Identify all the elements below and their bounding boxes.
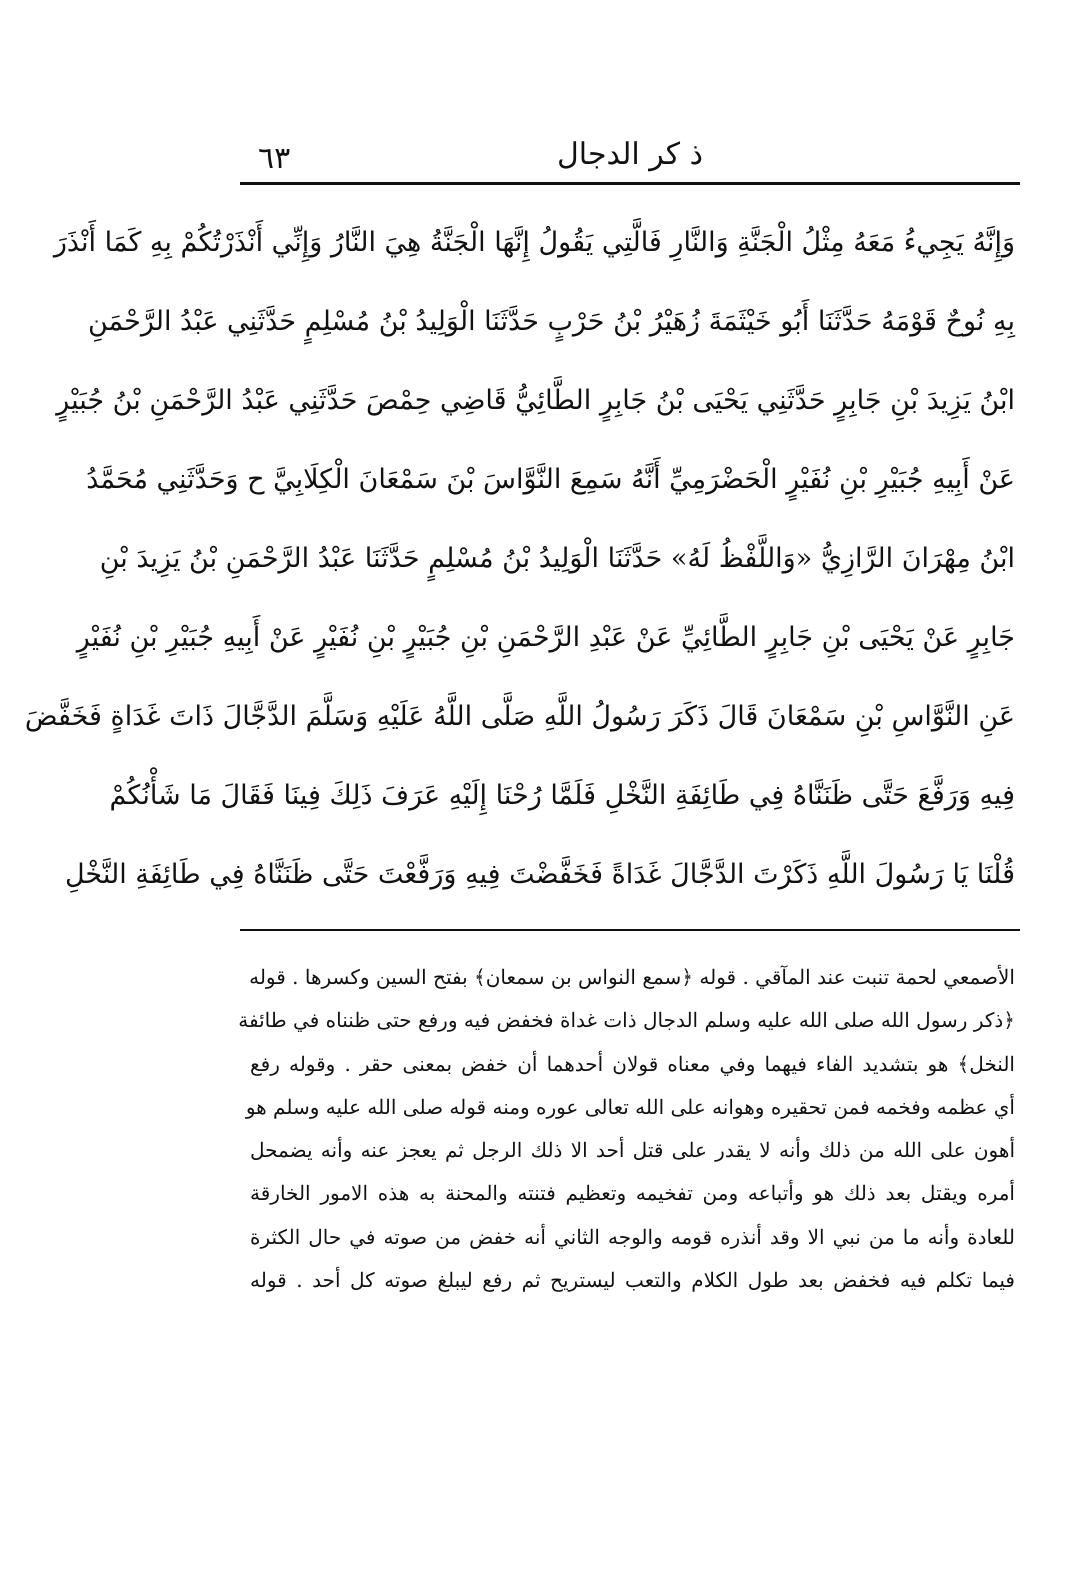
text-line: بِهِ نُوحٌ قَوْمَهُ حَدَّثَنَا أَبُو خَيْثَمَةَ زُهَيْرُ بْنُ حَرْبٍ حَدَّثَنَا الْوَلِيدُ بْنُ مُسْلِمٍ حَدَّثَنِي عَبْدُ الرَّحْمَنِ	[87, 306, 1015, 337]
note-line: للعادة وأنه ما من نبي الا وقد أنذره قومه والوجه الثاني أنه خفض من صوته في حال الكثرة	[250, 1224, 1015, 1249]
note-line: النخل﴾ هو بتشديد الفاء فيهما وفي معناه قولان أحدهما أن خفض بمعنى حقر . وقوله رفع	[250, 1051, 1015, 1076]
hadith-text	[24, 212, 1015, 923]
text-line: ابْنُ يَزِيدَ بْنِ جَابِرٍ حَدَّثَنِي يَحْيَى بْنُ جَابِرٍ الطَّائِيُّ قَاضِي حِمْصَ حَدَّثَنِي عَبْدُ الرَّحْمَنِ بْنُ جُبَيْرٍ	[56, 385, 1015, 416]
text-line: جَابِرٍ عَنْ يَحْيَى بْنِ جَابِرٍ الطَّائِيِّ عَنْ عَبْدِ الرَّحْمَنِ بْنِ جُبَيْرٍ بْنِ نُفَيْرٍ عَنْ أَبِيهِ جُبَيْرِ بْنِ نُفَيْرٍ	[76, 622, 1015, 653]
note-line: أمره ويقتل بعد ذلك هو وأتباعه ومن تفخيمه وتعظيم فتنته والمحنة به هذه الامور الخارقة	[250, 1181, 1015, 1206]
commentary-rule	[240, 929, 1020, 931]
header-rule	[240, 182, 1020, 185]
text-line: قُلْنَا يَا رَسُولَ اللَّهِ ذَكَرْتَ الدَّجَّالَ غَدَاةً فَخَفَّضْتَ فِيهِ وَرَفَّعْتَ حَتَّى ظَنَنَّاهُ فِي طَائِفَةِ النَّخْلِ	[64, 859, 1015, 890]
note-line: فيما تكلم فيه فخفض بعد طول الكلام والتعب ليستريح ثم رفع ليبلغ صوته كل أحد . قوله	[250, 1268, 1015, 1293]
note-line: أهون على الله من ذلك وأنه لا يقدر على قتل أحد الا ذلك الرجل ثم يعجز عنه وأنه يضمحل	[250, 1138, 1015, 1163]
text-line: ابْنُ مِهْرَانَ الرَّازِيُّ «وَاللَّفْظُ لَهُ» حَدَّثَنَا الْوَلِيدُ بْنُ مُسْلِمٍ حَدَّثَنَا عَبْدُ الرَّحْمَنِ بْنُ يَزِيدَ بْنِ	[99, 543, 1015, 574]
commentary-text	[238, 956, 1015, 1302]
running-title: ذ كر الدجال	[557, 137, 703, 172]
note-line: أي عظمه وفخمه فمن تحقيره وهوانه على الله تعالى عوره ومنه قوله صلى الله عليه وسلم هو	[245, 1094, 1015, 1119]
page-header	[240, 135, 1020, 183]
text-line: عَنْ أَبِيهِ جُبَيْرِ بْنِ نُفَيْرٍ الْحَضْرَمِيِّ أَنَّهُ سَمِعَ النَّوَّاسَ بْنَ سَمْعَانَ الْكِلَابِيَّ ح وَحَدَّثَنِي مُحَمَّدُ	[86, 464, 1015, 495]
note-line: ﴿ذكر رسول الله صلى الله عليه وسلم الدجال ذات غداة فخفض فيه ورفع حتى ظنناه في طائفة	[238, 1008, 1015, 1033]
text-line: وَإِنَّهُ يَجِيءُ مَعَهُ مِثْلُ الْجَنَّةِ وَالنَّارِ فَالَّتِي يَقُولُ إِنَّهَا الْجَنَّةُ هِيَ النَّارُ وَإِنِّي أَنْذَرْتُكُمْ بِهِ كَمَا أَنْذَرَ	[53, 227, 1015, 258]
note-line: الأصمعي لحمة تنبت عند المآقي . قوله ﴿سمع النواس بن سمعان﴾ بفتح السين وكسرها . قوله	[249, 965, 1015, 989]
text-line: عَنِ النَّوَّاسِ بْنِ سَمْعَانَ قَالَ ذَكَرَ رَسُولُ اللَّهِ صَلَّى اللَّهُ عَلَيْهِ وَسَلَّمَ الدَّجَّالَ ذَاتَ غَدَاةٍ فَخَفَّضَ	[24, 701, 1015, 732]
page-number: ٦٣	[258, 141, 291, 176]
text-line: فِيهِ وَرَفَّعَ حَتَّى ظَنَنَّاهُ فِي طَائِفَةِ النَّخْلِ فَلَمَّا رُحْنَا إِلَيْهِ عَرَفَ ذَلِكَ فِينَا فَقَالَ مَا شَأْنُكُمْ	[109, 780, 1015, 811]
